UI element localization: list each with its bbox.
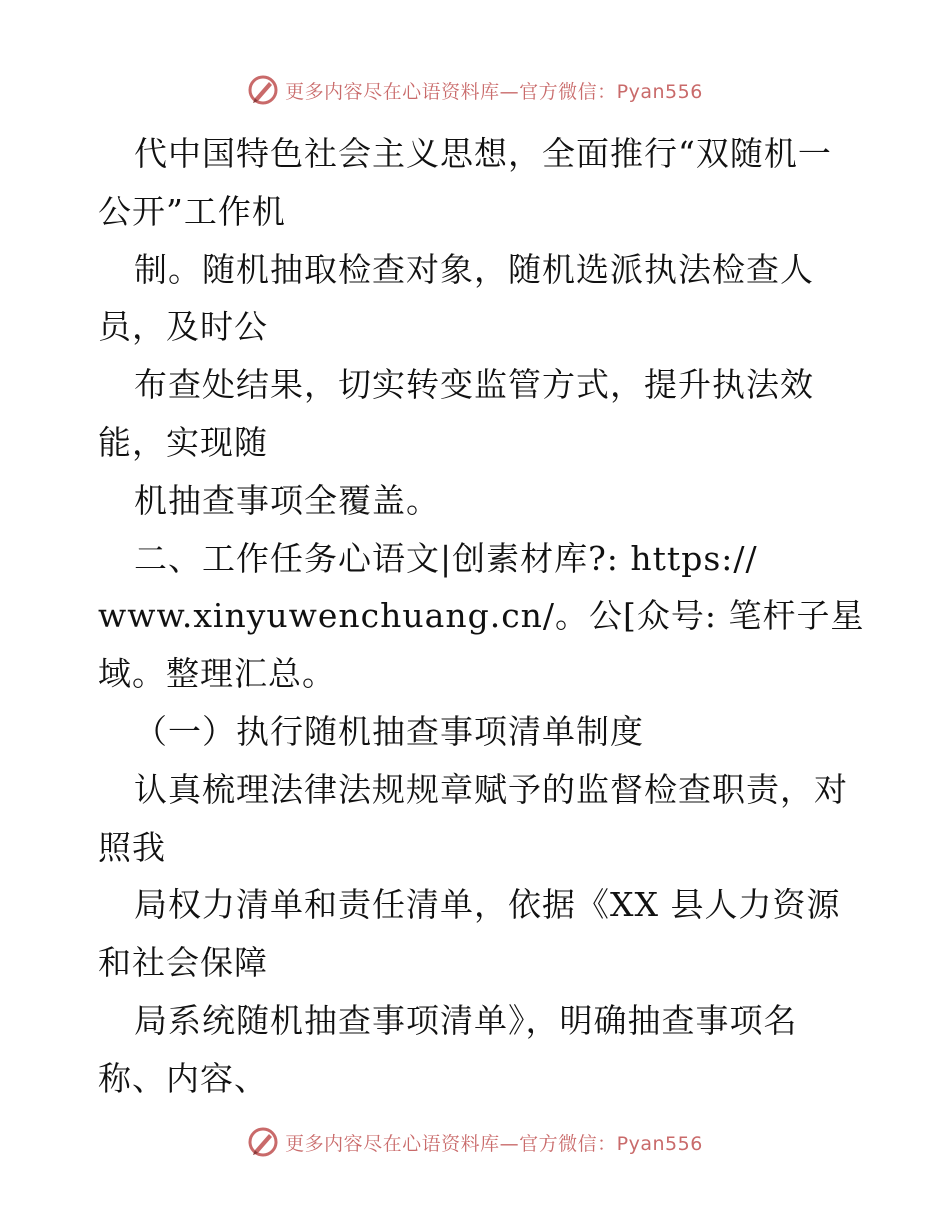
text-line: 制。随机抽取检查对象，随机选派执法检查人: [134, 249, 814, 289]
text-line: 称、内容、: [98, 1058, 268, 1098]
text-line: 照我: [98, 827, 166, 867]
text-line: 认真梳理法律法规规章赋予的监督检查职责，对: [134, 769, 848, 809]
section-heading: 二、工作任务心语文|创素材库?: https://: [134, 538, 758, 578]
text-line: 能，实现随: [98, 422, 268, 462]
text-line: www.xinyuwenchuang.cn/。公[众号: 笔杆子星: [98, 596, 865, 636]
text-line: 局权力清单和责任清单，依据《XX 县人力资源: [134, 885, 841, 925]
text-line: 局系统随机抽查事项清单》，明确抽查事项名: [134, 1000, 798, 1040]
text-line: 员，及时公: [98, 307, 268, 347]
text-line: 代中国特色社会主义思想，全面推行“双随机一: [134, 134, 832, 173]
text-line: 公开”工作机: [98, 191, 286, 231]
text-line: 布查处结果，切实转变监管方式，提升执法效: [134, 365, 814, 405]
document-body: [98, 125, 878, 1108]
text-line: 和社会保障: [98, 943, 268, 983]
text-line: 机抽查事项全覆盖。: [134, 480, 440, 520]
subsection-heading: （一）执行随机抽查事项清单制度: [134, 711, 644, 751]
header-watermark: [0, 72, 950, 108]
pen-logo-icon: [247, 74, 279, 106]
footer-watermark: [0, 1124, 950, 1160]
watermark-text: 更多内容尽在心语资料库—官方微信：Pyan556: [285, 80, 703, 103]
pen-logo-icon: [247, 1126, 279, 1158]
text-line: 域。整理汇总。: [98, 654, 336, 694]
watermark-text: 更多内容尽在心语资料库—官方微信：Pyan556: [285, 1132, 703, 1155]
